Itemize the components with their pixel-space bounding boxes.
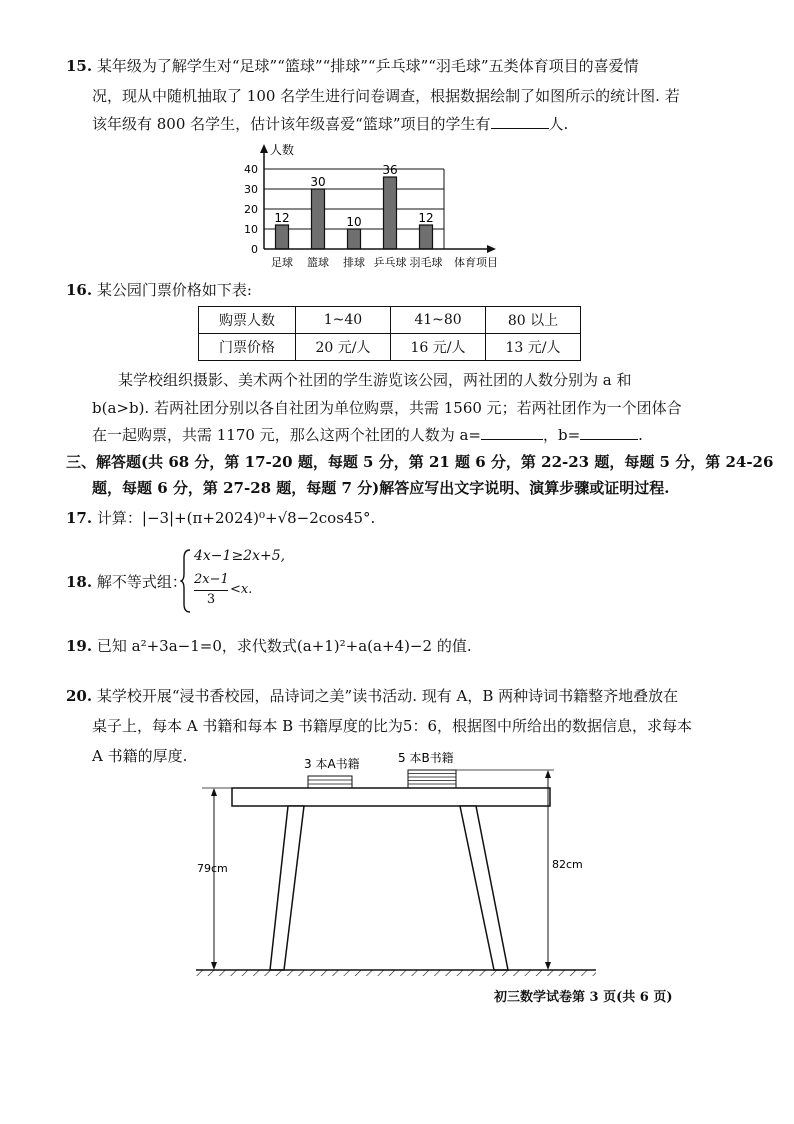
q15-text-3-end: 人. [548, 115, 569, 133]
q16-text-1: 某学校组织摄影、美术两个社团的学生游览该公园，两社团的人数分别为 a 和 [118, 371, 632, 389]
bar-chart [222, 140, 522, 270]
q15-answer-blank [491, 114, 549, 129]
inequality-1: 4x−1≥2x+5, [194, 548, 286, 564]
section3-heading-2: 题，每题 6 分，第 27-28 题，每题 7 分)解答应写出文字说明、演算步骤或证明过程. [92, 479, 670, 497]
table-cell: 门票价格 [199, 334, 296, 361]
y-tick-label: 30 [244, 183, 258, 196]
table-leg-left [270, 806, 304, 970]
q20-text-2: 桌子上，每本 A 书籍和每本 B 书籍厚度的比为5：6，根据图中所给出的数据信息，求每本 [92, 717, 693, 735]
q16-intro: 某公园门票价格如下表: [96, 281, 252, 299]
chart-x-labels [271, 255, 443, 269]
q16-answer-blank-b [580, 425, 638, 440]
y-axis-arrow [260, 144, 268, 153]
inequality-2-numerator: 2x−1 [194, 572, 229, 587]
fraction-bar [194, 590, 228, 591]
ticket-price-table [198, 306, 581, 361]
table-row [199, 307, 581, 334]
book-stack-a [308, 776, 352, 788]
q20-line1 [66, 686, 678, 706]
x-tick-label: 足球 [271, 256, 293, 269]
bar-value-label: 30 [310, 175, 326, 189]
q18 [66, 572, 187, 592]
table-cell: 20 元/人 [296, 334, 391, 361]
label-a-books: 3 本A书籍 [304, 757, 360, 771]
bar-篮球 [312, 189, 325, 249]
inequality-2-denominator: 3 [206, 592, 216, 607]
q19-number: 19. [66, 637, 93, 655]
chart-x-label: 体育项目 [454, 256, 498, 269]
y-tick-label: 20 [244, 203, 258, 216]
q20-text-1: 某学校开展“浸书香校园，品诗词之美”读书活动. 现有 A，B 两种诗词书籍整齐地叠放在 [96, 687, 679, 705]
bar-羽毛球 [420, 225, 433, 249]
brace-icon [180, 548, 192, 614]
x-tick-label: 乒乓球 [373, 256, 407, 269]
q16-text-3b: ，b= [543, 426, 581, 444]
q18-number: 18. [66, 573, 93, 591]
label-b-books: 5 本B书籍 [398, 751, 454, 765]
q17-text: 计算：|−3|+(π+2024)⁰+√8−2cos45°. [96, 509, 376, 527]
height-left-label: 79cm [197, 862, 228, 875]
table-cell: 1~40 [296, 307, 391, 334]
chart-y-ticks [244, 163, 258, 256]
inequality-system [180, 548, 320, 614]
q15-text-1: 某年级为了解学生对“足球”“篮球”“排球”“乒乓球”“羽毛球”五类体育项目的喜爱情 [96, 57, 639, 75]
height-right-label: 82cm [552, 858, 583, 871]
page-footer: 初三数学试卷第 3 页(共 6 页) [494, 990, 673, 1005]
q17 [66, 508, 375, 528]
q18-text: 解不等式组： [96, 573, 187, 591]
q15-number: 15. [66, 57, 93, 75]
inequality-2-rest: <x. [230, 582, 253, 597]
table-cell: 80 以上 [486, 307, 581, 334]
q16-text-3: 在一起购票，共需 1170 元，那么这两个社团的人数为 a= [92, 426, 481, 444]
q19-text: 已知 a²+3a−1=0，求代数式(a+1)²+a(a+4)−2 的值. [96, 637, 472, 655]
q16-line1 [66, 280, 252, 300]
q17-number: 17. [66, 509, 93, 527]
table-cell: 13 元/人 [486, 334, 581, 361]
table-top [232, 788, 550, 806]
ground-hatch [196, 970, 596, 976]
y-tick-label: 40 [244, 163, 258, 176]
table-leg-right [460, 806, 508, 970]
y-tick-label: 10 [244, 223, 258, 236]
x-tick-label: 排球 [343, 256, 365, 269]
x-tick-label: 羽毛球 [409, 256, 443, 269]
table-diagram [196, 750, 596, 976]
bar-value-label: 36 [382, 163, 398, 177]
q16-answer-blank-a [481, 425, 543, 440]
q19 [66, 636, 472, 656]
q16-text-3c: . [638, 426, 643, 444]
q16-number: 16. [66, 281, 93, 299]
bar-value-label: 12 [418, 211, 434, 225]
section3-heading-1: 三、解答题(共 68 分，第 17-20 题，每题 5 分，第 21 题 6 分，第 22-23 题，每题 5 分，第 24-26 [66, 453, 774, 471]
book-stack-b [408, 770, 456, 788]
bar-排球 [348, 229, 361, 249]
bar-value-label: 10 [346, 215, 362, 229]
chart-y-label: 人数 [270, 143, 295, 157]
table-cell: 16 元/人 [391, 334, 486, 361]
chart-bars [274, 163, 433, 249]
q20-number: 20. [66, 687, 93, 705]
q15-line1 [66, 56, 639, 76]
q16-text-2: b(a>b). 若两社团分别以各自社团为单位购票，共需 1560 元；若两社团作为一个团体合 [92, 399, 682, 417]
q16-line3 [92, 425, 643, 445]
bar-value-label: 12 [274, 211, 290, 225]
bar-乒乓球 [384, 177, 397, 249]
q15-line3 [92, 114, 568, 134]
y-tick-label: 0 [251, 243, 258, 256]
x-tick-label: 篮球 [307, 256, 329, 269]
table-cell: 购票人数 [199, 307, 296, 334]
q15-text-3: 该年级有 800 名学生，估计该年级喜爱“篮球”项目的学生有 [92, 115, 491, 133]
q15-text-2: 况，现从中随机抽取了 100 名学生进行问卷调查，根据数据绘制了如图所示的统计图. 若 [92, 87, 680, 105]
q20-text-3: A 书籍的厚度. [92, 747, 188, 765]
x-axis-arrow [487, 245, 496, 253]
table-cell: 41~80 [391, 307, 486, 334]
bar-足球 [276, 225, 289, 249]
table-row [199, 334, 581, 361]
